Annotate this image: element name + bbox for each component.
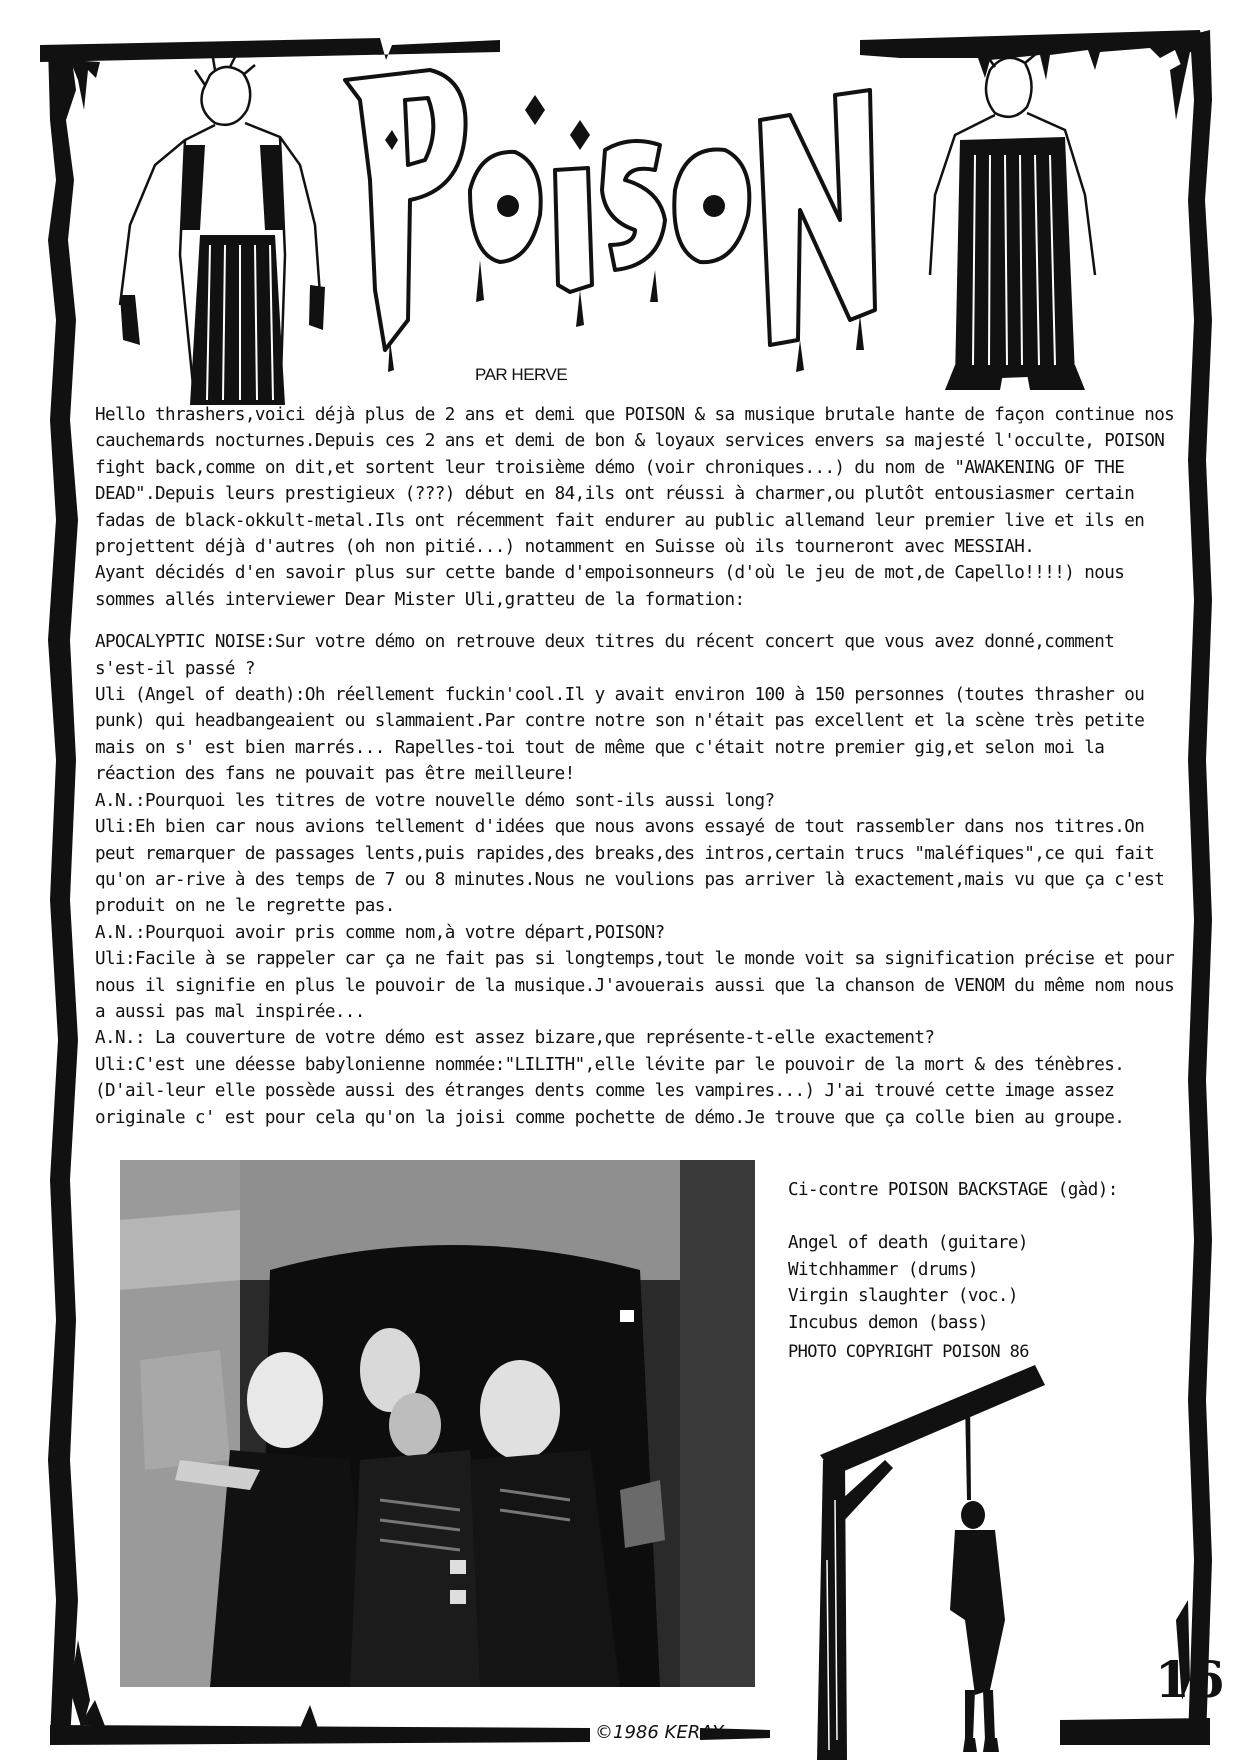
interview-question: A.N.:Pourquoi avoir pris comme nom,à votre départ,POISON? [95,922,665,943]
figure-illustration-left [115,55,330,410]
byline: PAR HERVE [475,365,568,384]
gallows-illustration [805,1360,1065,1760]
page-number: 16 [1155,1650,1225,1709]
intro-paragraph-2: Ayant décidés d'en savoir plus sur cette bande d'empoisonneurs (d'où le jeu de mot,de Capello!!!!) nous sommes allés interviewer Dear Mister Uli,gratteu de la formation: [95,563,1125,610]
figure-illustration-right [925,45,1105,400]
band-photo [120,1160,755,1687]
band-photo-image [120,1160,755,1687]
interview-question: A.N.: La couverture de votre démo est assez bizare,que représente-t-elle exactement? [95,1028,935,1049]
band-member: Witchhammer (drums) [788,1259,978,1280]
artist-signature: ©1986 KERAY [595,1722,724,1743]
interview-question: A.N.:Pourquoi les titres de votre nouvelle démo sont-ils aussi long? [95,790,775,811]
caption-spacer [788,1204,1118,1231]
paragraph-gap [95,613,1175,629]
interview-answer: Uli:Eh bien car nous avions tellement d'idées que nous avons essayé de tout rassembler dans nos titres.On peut remarquer de passages lents,puis rapides,des breaks,des intros,certain trucs "maléfiques",ce qui fait qu'on ar-rive à des temps de 7 ou 8 minutes.Nous ne voulions pas arriver là exactement,mais vu que ça c'est produit on ne le regrette pas. [95,817,1165,917]
interview-answer: Uli:Facile à se rappeler car ça ne fait pas si longtemps,tout le monde voit sa signification précise et pour nous il signifie en plus le pouvoir de la musique.J'avouerais aussi que la chanson de VENOM du même nom nous a aussi pas mal inspirée... [95,949,1175,1022]
band-member: Virgin slaughter (voc.) [788,1286,1018,1306]
photo-caption [788,1177,1118,1336]
article-body [95,402,1175,1131]
band-member: Angel of death (guitare) [788,1233,1028,1253]
band-member: Incubus demon (bass) [788,1312,988,1333]
photo-copyright: PHOTO COPYRIGHT POISON 86 [788,1342,1029,1362]
poison-logo [330,40,890,380]
interview-answer: Uli:C'est une déesse babylonienne nommée:"LILITH",elle lévite par le pouvoir de la mort & des ténèbres.(D'ail-leur elle possède aussi des étranges dents comme les vampires...) J'ai trouvé cette image assez originale c' est pour cela qu'on la joisi comme pochette de démo.Je trouve que ça colle bien au groupe. [95,1054,1125,1128]
interview-question: APOCALYPTIC NOISE:Sur votre démo on retrouve deux titres du récent concert que vous avez donné,comment s'est-il passé ? [95,632,1115,679]
intro-paragraph: Hello thrashers,voici déjà plus de 2 ans et demi que POISON & sa musique brutale hante de façon continue nos cauchemards nocturnes.Depuis ces 2 ans et demi de bon & loyaux services envers sa majesté l'occulte, POISON fight back,comme on dit,et sortent leur troisième démo (voir chroniques...) du nom de "AWAKENING OF THE DEAD".Depuis leurs prestigieux (???) début en 84,ils ont réussi à charmer,ou plutôt entousiasmer certain fadas de black-okkult-metal.Ils ont récemment fait endurer au public allemand leur premier live et ils en projettent déjà d'autres (oh non pitié...) notamment en Suisse où ils tourneront avec MESSIAH. [95,405,1175,558]
interview-answer: Uli (Angel of death):Oh réellement fuckin'cool.Il y avait environ 100 à 150 personnes (toutes thrasher ou punk) qui headbangeaient ou slammaient.Par contre notre son n'était pas excellent et la scène très petite mais on s' est bien marrés... Rapelles-toi tout de même que c'était notre premier gig,et selon moi la réaction des fans ne pouvait pas être meilleure! [95,685,1145,785]
caption-heading: Ci-contre POISON BACKSTAGE (gàd): [788,1180,1118,1200]
